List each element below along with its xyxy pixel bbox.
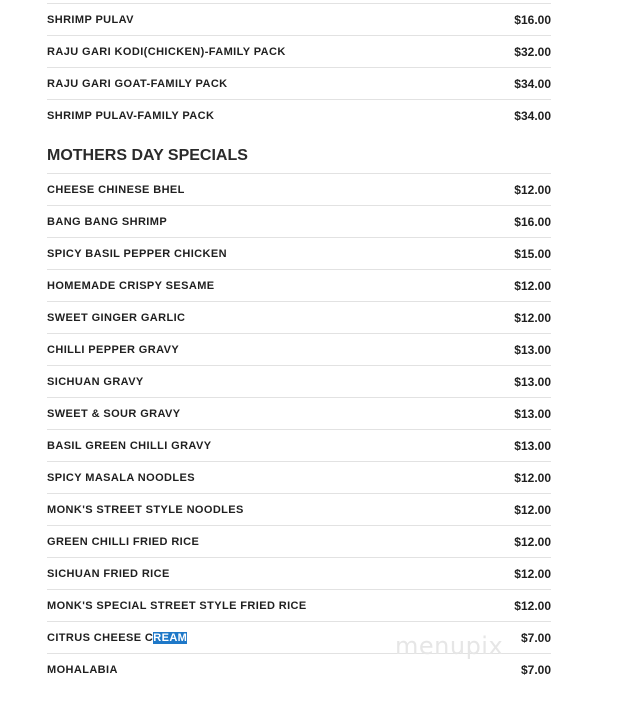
item-name: SICHUAN GRAVY bbox=[47, 375, 144, 388]
menupix-watermark: menupix bbox=[395, 632, 504, 660]
item-price: $12.00 bbox=[514, 310, 551, 325]
menu-item bbox=[47, 301, 551, 333]
menu-item bbox=[47, 429, 551, 461]
item-price: $16.00 bbox=[514, 12, 551, 27]
item-price: $12.00 bbox=[514, 470, 551, 485]
text-selection-highlight: REAM bbox=[153, 631, 188, 644]
item-name-text: CITRUS CHEESE C bbox=[47, 631, 154, 644]
item-price: $12.00 bbox=[514, 502, 551, 517]
item-price: $12.00 bbox=[514, 534, 551, 549]
item-price: $34.00 bbox=[514, 76, 551, 91]
item-price: $13.00 bbox=[514, 374, 551, 389]
menu-item bbox=[47, 333, 551, 365]
item-name: CHEESE CHINESE BHEL bbox=[47, 183, 185, 196]
item-price: $15.00 bbox=[514, 246, 551, 261]
item-price: $7.00 bbox=[520, 630, 551, 645]
item-price: $12.00 bbox=[514, 278, 551, 293]
item-price: $13.00 bbox=[514, 438, 551, 453]
item-name: SICHUAN FRIED RICE bbox=[47, 567, 170, 580]
item-name: SPICY MASALA NOODLES bbox=[47, 471, 195, 484]
item-price: $16.00 bbox=[514, 214, 551, 229]
menu-item bbox=[47, 493, 551, 525]
item-price: $13.00 bbox=[514, 342, 551, 357]
menu-item bbox=[47, 205, 551, 237]
menu-item bbox=[47, 269, 551, 301]
item-name: MONK'S STREET STYLE NOODLES bbox=[47, 503, 244, 516]
item-name: GREEN CHILLI FRIED RICE bbox=[47, 535, 200, 548]
item-name: MOHALABIA bbox=[47, 663, 118, 676]
menu-item bbox=[47, 35, 551, 67]
menu-item bbox=[47, 99, 551, 131]
item-price: $12.00 bbox=[514, 566, 551, 581]
item-name: RAJU GARI KODI(CHICKEN)-FAMILY PACK bbox=[47, 45, 286, 58]
menu-item bbox=[47, 525, 551, 557]
menu-list bbox=[47, 0, 551, 685]
item-price: $7.00 bbox=[520, 662, 551, 677]
item-name: RAJU GARI GOAT-FAMILY PACK bbox=[47, 77, 228, 90]
item-name: BASIL GREEN CHILLI GRAVY bbox=[47, 439, 212, 452]
item-name: SHRIMP PULAV-FAMILY PACK bbox=[47, 109, 215, 122]
menu-item bbox=[47, 3, 551, 35]
menu-item bbox=[47, 67, 551, 99]
item-price: $32.00 bbox=[514, 44, 551, 59]
menu-item bbox=[47, 173, 551, 205]
item-price: $12.00 bbox=[514, 182, 551, 197]
menu-item bbox=[47, 237, 551, 269]
menu-item bbox=[47, 461, 551, 493]
item-name: SHRIMP PULAV bbox=[47, 13, 134, 26]
item-price: $12.00 bbox=[514, 598, 551, 613]
item-name bbox=[47, 632, 187, 644]
item-name: SPICY BASIL PEPPER CHICKEN bbox=[47, 247, 227, 260]
menu-item bbox=[47, 589, 551, 621]
section-title: MOTHERS DAY SPECIALS bbox=[47, 147, 248, 164]
menu-item bbox=[47, 397, 551, 429]
item-price: $13.00 bbox=[514, 406, 551, 421]
menu-item bbox=[47, 365, 551, 397]
item-name: CHILLI PEPPER GRAVY bbox=[47, 343, 180, 356]
item-name: SWEET & SOUR GRAVY bbox=[47, 407, 181, 420]
item-name: BANG BANG SHRIMP bbox=[47, 215, 168, 228]
menu-item bbox=[47, 557, 551, 589]
item-name: MONK'S SPECIAL STREET STYLE FRIED RICE bbox=[47, 599, 307, 612]
item-name: SWEET GINGER GARLIC bbox=[47, 311, 186, 324]
item-name: HOMEMADE CRISPY SESAME bbox=[47, 279, 215, 292]
item-price: $34.00 bbox=[514, 108, 551, 123]
